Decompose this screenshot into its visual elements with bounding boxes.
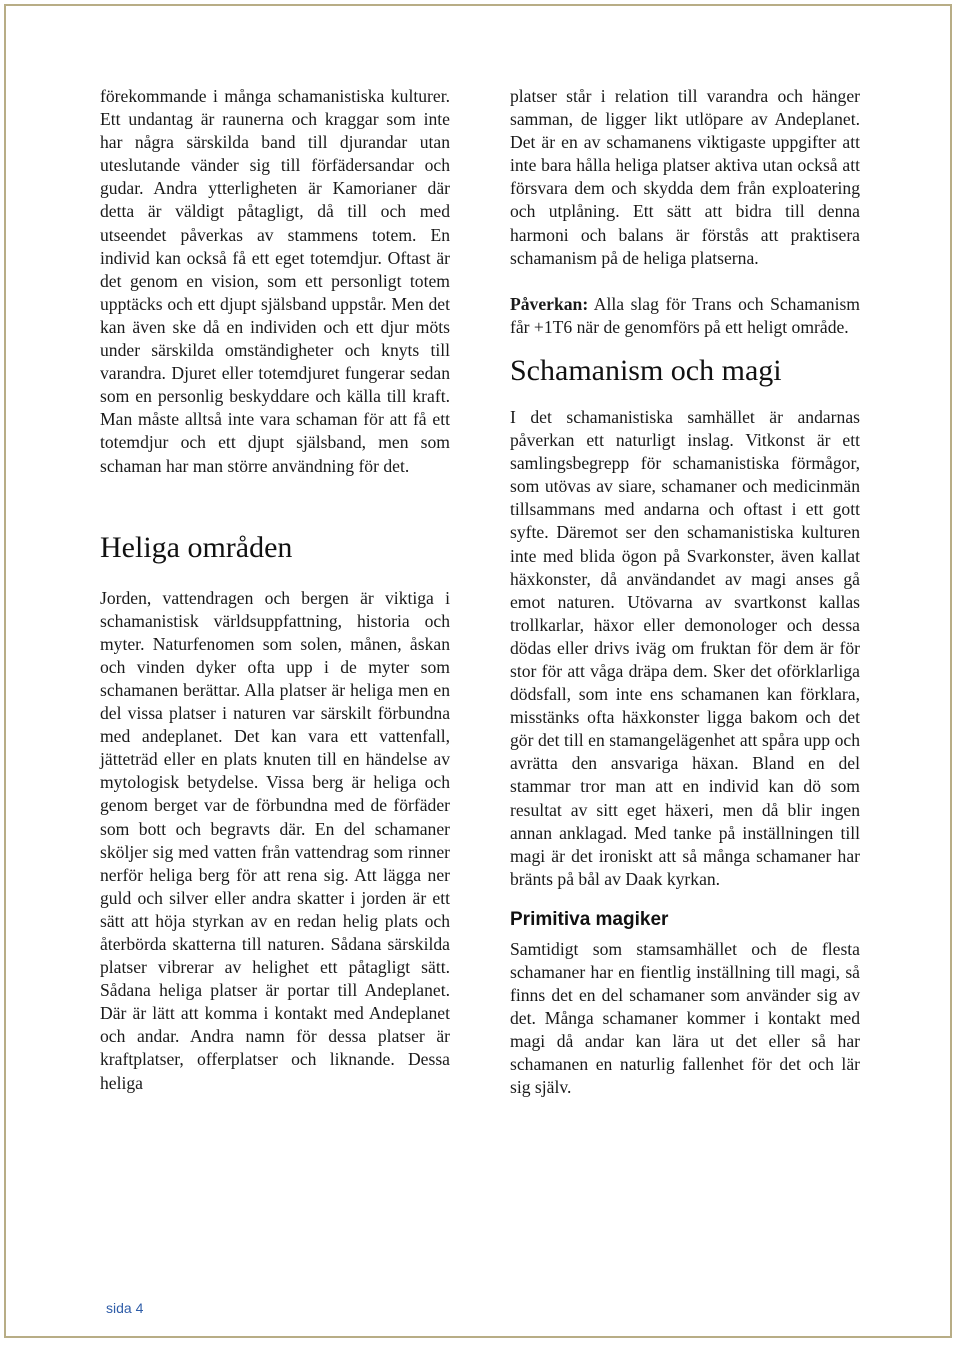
primitiva-magiker-paragraph: Samtidigt som stamsamhället och de flesta schamaner har en fientlig inställning till magi, så finns det en del schamaner som använder sig av det. Många schamaner kommer i kontakt med magi då andar kan lära ut det eller så har schamanen en naturlig fallenhet för det och lär sig själv. bbox=[510, 938, 860, 1098]
heliga-omraden-paragraph: Jorden, vattendragen och bergen är viktiga i schamanistisk världsuppfattning, historia och myter. Naturfenomen som solen, månen, åskan och vinden dyker ofta upp i de myter som schamanen berättar. Alla platser är heliga men en del vissa platser i naturen var särskilt förbundna med andeplanet. Det kan vara ett vattenfall, jätteträd eller en plats knuten till en händelse av mytologisk betydelse. Vissa berg är heliga och genom berget var de förbundna med de förfäder som bott och begravts där. En del schamaner sköljer sig med vatten från vattendrag som rinner nerför heliga berg för att rena sig. Att lägga ner guld och silver eller andra skatter i jorden är ett sätt att höja styrkan av en redan helig plats och återbörda skatterna till naturen. Sådana särskilda platser vibrerar av helighet ett påtagligt sätt. Sådana heliga platser är portar till Andeplanet. Där är lätt att komma i kontakt med Andeplanet och andar. Andra namn för dessa platser är kraftplatser, offerplatser och liknande. Dessa heliga bbox=[100, 587, 450, 1093]
right-column bbox=[510, 85, 860, 1100]
intro-paragraph: förekommande i många schamanistiska kulturer. Ett undantag är raunerna och kraggar som inte har några särskilda band till djurandar utan uteslutande vänder sig till förfädersandar och gudar. Andra ytterligheten är Kamorianer där detta är väldigt påtagligt, då till och med utseendet påverkas av stammens totem. En individ kan också få ett eget totemdjur. Oftast är det genom en vision, som ett personligt totem upptäcks och ett djupt själsband uppstår. Men det kan även ske då en individen och ett djur möts under särskilda omständigheter och knyts till varandra. Djuret eller totemdjuret fungerar sedan som en personlig beskyddare och källa till kraft. Man måste alltså inte vara schaman för att få ett totemdjur och ett djupt själsband, men som schaman har man större användning för det. bbox=[100, 86, 450, 476]
left-column bbox=[100, 85, 450, 1095]
subheading-primitiva-magiker: Primitiva magiker bbox=[510, 908, 669, 930]
paverkan-paragraph bbox=[510, 293, 860, 339]
schamanism-och-magi-paragraph: I det schamanistiska samhället är andarnas påverkan ett naturligt inslag. Vitkonst är ett samlingsbegrepp för schamanistiska förmågor, som utövas av siare, schamaner och medicinmän tillsammans med andarna och oftast i ett gott syfte. Däremot ser den schamanistiska kulturen inte med blida ögon på Svarkonster, även kallat häxkonster, då användandet av magi anses gå emot naturen. Utövarna av svartkonst kallas trollkarlar, häxor eller demonologer och dessa dödas eller drivs iväg om fruktan för dem är för stor för att våga dräpa dem. Sker det oförklarliga dödsfall, som inte ens schamanen kan förklara, misstänks ofta häxkonster ligga bakom och det gör det till en stamangelägenhet att spåra upp och avrätta den ansvariga häxan. Bland en del stammar tror man att en individ kan dö som resultat av sitt eget häxeri, men då blir ingen annan anklagad. Med tanke på inställningen till magi är det ironiskt att så många schamaner har bränts på bål av Daak kyrkan. bbox=[510, 406, 860, 889]
paverkan-label: Påverkan: bbox=[510, 293, 589, 314]
paverkan-text: Alla slag för Trans och Schamanism får +1T6 när de genomförs på ett heligt område. bbox=[510, 293, 860, 337]
heading-heliga-omraden: Heliga områden bbox=[100, 530, 293, 564]
continued-paragraph: platser står i relation till varandra och hänger samman, de ligger likt utlöpare av Andeplanet. Det är en av schamanens viktigaste uppgifter att inte bara hålla heliga platser aktiva utan också att försvara dem och skydda dem från exploatering och utplåning. Ett sätt att bidra till denna harmoni och balans är förstås att praktisera schamanism på de heliga platserna. bbox=[510, 86, 860, 268]
heading-schamanism-och-magi: Schamanism och magi bbox=[510, 353, 782, 387]
page-number: sida 4 bbox=[106, 1300, 144, 1316]
